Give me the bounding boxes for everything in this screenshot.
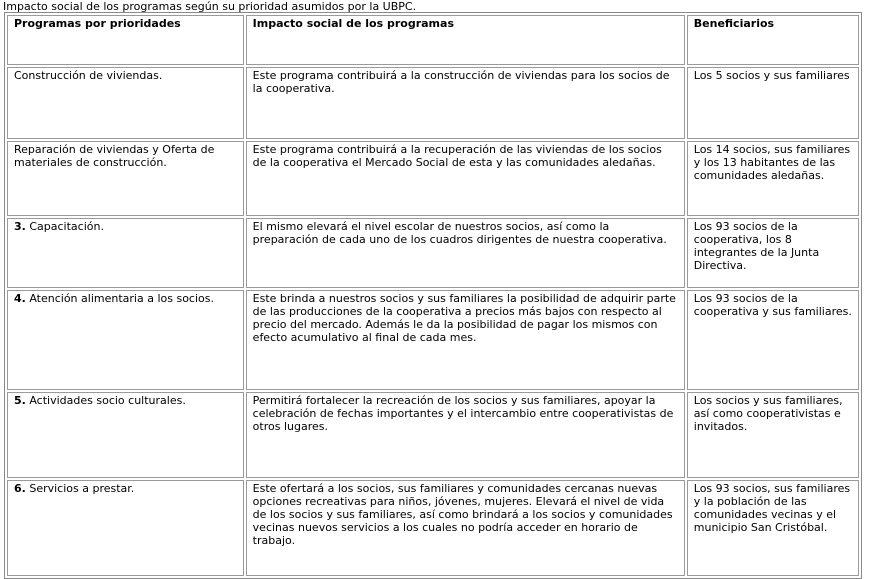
- program-cell: [7, 480, 244, 576]
- header-programs: Programas por prioridades: [7, 15, 244, 65]
- program-name: Servicios a prestar.: [29, 482, 135, 495]
- beneficiaries-cell: Los 93 socios, sus familiares y la población de las comunidades vecinas y el municipio San Cristóbal.: [687, 480, 859, 576]
- program-name: Actividades socio culturales.: [29, 394, 186, 407]
- impact-cell: Permitirá fortalecer la recreación de los socios y sus familiares, apoyar la celebración de fechas importantes y el intercambio entre cooperativistas de otros lugares.: [246, 392, 685, 478]
- impact-cell: El mismo elevará el nivel escolar de nuestros socios, así como la preparación de cada uno de los cuadros dirigentes de nuestra cooperativa.: [246, 218, 685, 288]
- program-cell: [7, 290, 244, 390]
- impact-cell: Este ofertará a los socios, sus familiares y comunidades cercanas nuevas opciones recreativas para niños, jóvenes, mujeres. Elevará el nivel de vida de los socios y sus familiares, así como brindará a los socios y comunidades vecinas nuevos servicios a los cuales no podría acceder en horario de trabajo.: [246, 480, 685, 576]
- beneficiaries-cell: Los socios y sus familiares, así como cooperativistas e invitados.: [687, 392, 859, 478]
- table-row: [7, 290, 859, 390]
- beneficiaries-cell: Los 93 socios de la cooperativa y sus familiares.: [687, 290, 859, 390]
- program-cell: [7, 218, 244, 288]
- program-name: Reparación de viviendas y Oferta de materiales de construcción.: [14, 143, 215, 169]
- program-number: 4.: [14, 292, 26, 305]
- table-row: [7, 141, 859, 216]
- programs-table: [4, 12, 862, 579]
- header-beneficiaries: Beneficiarios: [687, 15, 859, 65]
- table-caption: Impacto social de los programas según su prioridad asumidos por la UBPC.: [3, 0, 417, 13]
- table-row: [7, 67, 859, 139]
- program-number: 5.: [14, 394, 26, 407]
- beneficiaries-cell: Los 5 socios y sus familiares: [687, 67, 859, 139]
- program-name: Atención alimentaria a los socios.: [29, 292, 214, 305]
- program-name: Construcción de viviendas.: [14, 69, 163, 82]
- program-cell: [7, 67, 244, 139]
- program-name: Capacitación.: [29, 220, 104, 233]
- program-number: 3.: [14, 220, 26, 233]
- program-number: 6.: [14, 482, 26, 495]
- program-cell: [7, 141, 244, 216]
- program-cell: [7, 392, 244, 478]
- impact-cell: Este brinda a nuestros socios y sus familiares la posibilidad de adquirir parte de las producciones de la cooperativa a precios más bajos con respecto al precio del mercado. Además le da la posibilidad de pagar los mismos con efecto acumulativo al final de cada mes.: [246, 290, 685, 390]
- beneficiaries-cell: Los 14 socios, sus familiares y los 13 habitantes de las comunidades aledañas.: [687, 141, 859, 216]
- header-impact: Impacto social de los programas: [246, 15, 685, 65]
- table-row: [7, 218, 859, 288]
- table-row: [7, 392, 859, 478]
- impact-cell: Este programa contribuirá a la recuperación de las viviendas de los socios de la cooperativa el Mercado Social de esta y las comunidades aledañas.: [246, 141, 685, 216]
- beneficiaries-cell: Los 93 socios de la cooperativa, los 8 integrantes de la Junta Directiva.: [687, 218, 859, 288]
- impact-cell: Este programa contribuirá a la construcción de viviendas para los socios de la cooperativa.: [246, 67, 685, 139]
- header-row: [7, 15, 859, 65]
- table-row: [7, 480, 859, 576]
